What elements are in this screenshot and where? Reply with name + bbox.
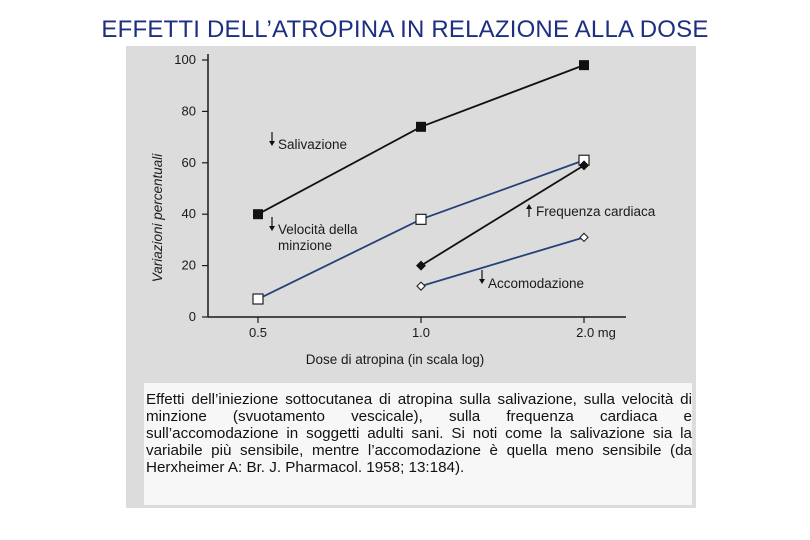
series-label — [269, 132, 347, 152]
x-axis-ticks — [249, 317, 616, 340]
arrow-head-icon — [269, 226, 275, 231]
figure-caption-box — [144, 383, 692, 505]
y-tick-label: 40 — [181, 206, 196, 222]
x-axis-label: Dose di atropina (in scala log) — [305, 352, 485, 367]
arrow-head-icon — [526, 204, 532, 209]
data-point — [253, 294, 263, 304]
series-label-text: Accomodazione — [488, 276, 585, 291]
y-tick-label: 20 — [181, 257, 196, 273]
series-markers — [253, 60, 589, 304]
arrow-head-icon — [269, 141, 275, 146]
series-labels — [269, 132, 656, 291]
data-point — [579, 60, 589, 70]
data-point — [253, 209, 263, 219]
series-label — [479, 270, 584, 291]
data-point — [416, 261, 426, 271]
y-tick-label: 100 — [174, 52, 196, 67]
atropine-dose-chart — [126, 46, 696, 381]
y-tick-label: 60 — [181, 154, 196, 170]
data-point — [416, 214, 426, 224]
series-label-text: Salivazione — [278, 137, 348, 152]
y-tick-label: 80 — [181, 103, 196, 119]
y-axis-label: Variazioni percentuali — [150, 153, 165, 283]
figure-caption: Effetti dell’iniezione sottocutanea di atropina sulla salivazione, sulla velocità di minzione (svuotamento vescicale), sulla frequenza cardiaca e sull’accomodazione in soggetti adulti sani. Si noti come la salivazione sia la variabile più sensibile, mentre l’accomodazione è quella meno sensibile (da Herxheimer A: Br. J. Pharmacol. 1958; 13:184). — [146, 391, 692, 476]
data-point — [416, 122, 426, 132]
series-label-text: Frequenza cardiaca — [536, 204, 656, 219]
series-label-text: Velocità della minzione — [278, 222, 358, 253]
x-tick-label: 2.0 mg — [576, 325, 616, 340]
x-tick-label: 1.0 — [411, 325, 431, 340]
arrow-head-icon — [479, 279, 485, 284]
slide-title: EFFETTI DELL’ATROPINA IN RELAZIONE ALLA DOSE — [101, 16, 709, 43]
data-point — [580, 233, 588, 241]
series-label — [526, 204, 656, 219]
y-axis-ticks — [174, 52, 208, 324]
series-label — [269, 217, 358, 253]
data-point — [417, 282, 425, 290]
y-tick-label: 0 — [188, 309, 196, 324]
x-tick-label: 0.5 — [248, 325, 268, 340]
